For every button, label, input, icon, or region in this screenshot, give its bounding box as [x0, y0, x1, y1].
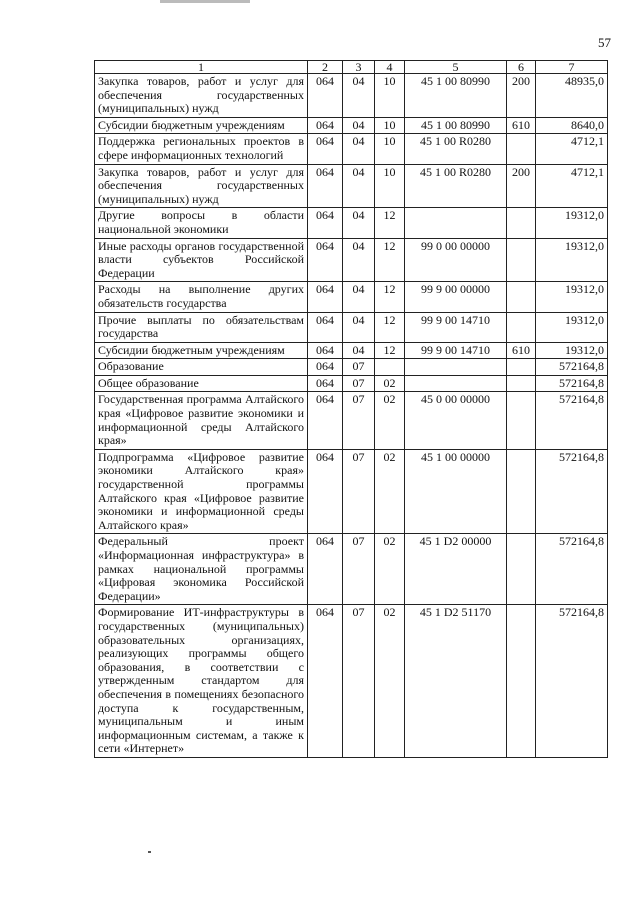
amount-cell: 572164,8: [536, 449, 608, 534]
subsection-code-cell: 02: [375, 392, 405, 449]
expense-type-cell: [507, 312, 536, 342]
ministry-code-cell: 064: [308, 74, 343, 118]
section-code-cell: 07: [343, 392, 375, 449]
header-row: [95, 61, 608, 74]
row-name-cell: Иные расходы органов государственной власти субъектов Российской Федерации: [95, 238, 308, 282]
expense-type-cell: [507, 208, 536, 238]
expense-type-cell: [507, 134, 536, 164]
row-name-cell: Образование: [95, 359, 308, 376]
section-code-cell: 04: [343, 134, 375, 164]
row-name-cell: Другие вопросы в области национальной экономики: [95, 208, 308, 238]
ministry-code-cell: 064: [308, 375, 343, 392]
target-item-cell: 45 1 00 80990: [405, 117, 507, 134]
expense-type-cell: [507, 605, 536, 758]
expense-type-cell: [507, 449, 536, 534]
amount-cell: 8640,0: [536, 117, 608, 134]
ministry-code-cell: 064: [308, 605, 343, 758]
amount-cell: 572164,8: [536, 605, 608, 758]
subsection-code-cell: 12: [375, 238, 405, 282]
row-name-cell: Закупка товаров, работ и услуг для обеспечения государственных (муниципальных) нужд: [95, 164, 308, 208]
row-name-cell: Поддержка региональных проектов в сфере информационных технологий: [95, 134, 308, 164]
table-row: [95, 605, 608, 758]
table-row: [95, 238, 608, 282]
section-code-cell: 07: [343, 534, 375, 605]
expense-type-cell: [507, 534, 536, 605]
amount-cell: 48935,0: [536, 74, 608, 118]
table-row: [95, 359, 608, 376]
subsection-code-cell: 12: [375, 282, 405, 312]
table-row: [95, 134, 608, 164]
table-row: [95, 312, 608, 342]
row-name-cell: Субсидии бюджетным учреждениям: [95, 342, 308, 359]
section-code-cell: 07: [343, 375, 375, 392]
ministry-code-cell: 064: [308, 449, 343, 534]
scan-speck: [148, 851, 151, 853]
ministry-code-cell: 064: [308, 359, 343, 376]
subsection-code-cell: 02: [375, 375, 405, 392]
amount-cell: 19312,0: [536, 312, 608, 342]
subsection-code-cell: [375, 359, 405, 376]
table-row: [95, 208, 608, 238]
amount-cell: 19312,0: [536, 342, 608, 359]
expense-type-cell: [507, 359, 536, 376]
ministry-code-cell: 064: [308, 282, 343, 312]
expense-type-cell: [507, 375, 536, 392]
table-row: [95, 74, 608, 118]
row-name-cell: Расходы на выполнение других обязательств государства: [95, 282, 308, 312]
amount-cell: 572164,8: [536, 375, 608, 392]
subsection-code-cell: 12: [375, 208, 405, 238]
section-code-cell: 04: [343, 117, 375, 134]
table-row: [95, 117, 608, 134]
expense-type-cell: 610: [507, 342, 536, 359]
expense-type-cell: [507, 392, 536, 449]
column-header: 5: [405, 61, 507, 74]
table-row: [95, 164, 608, 208]
table-row: [95, 449, 608, 534]
section-code-cell: 04: [343, 342, 375, 359]
table-row: [95, 534, 608, 605]
amount-cell: 572164,8: [536, 392, 608, 449]
ministry-code-cell: 064: [308, 164, 343, 208]
amount-cell: 4712,1: [536, 134, 608, 164]
row-name-cell: Субсидии бюджетным учреждениям: [95, 117, 308, 134]
ministry-code-cell: 064: [308, 312, 343, 342]
subsection-code-cell: 02: [375, 605, 405, 758]
section-code-cell: 04: [343, 282, 375, 312]
row-name-cell: Федеральный проект «Информационная инфраструктура» в рамках национальной программы «Цифровая экономика Российской Федерации»: [95, 534, 308, 605]
row-name-cell: Формирование ИТ-инфраструктуры в государственных (муниципальных) образовательных организациях, реализующих программы общего образования, в соответствии с утвержденным стандартом для обеспечения в помещениях безопасного доступа к государственным, муниципальным и иным информационным системам, а также к сети «Интернет»: [95, 605, 308, 758]
ministry-code-cell: 064: [308, 238, 343, 282]
table-row: [95, 342, 608, 359]
target-item-cell: 45 1 00 R0280: [405, 134, 507, 164]
amount-cell: 19312,0: [536, 282, 608, 312]
row-name-cell: Прочие выплаты по обязательствам государства: [95, 312, 308, 342]
target-item-cell: 45 1 00 00000: [405, 449, 507, 534]
amount-cell: 572164,8: [536, 534, 608, 605]
target-item-cell: 45 0 00 00000: [405, 392, 507, 449]
ministry-code-cell: 064: [308, 342, 343, 359]
column-header: 2: [308, 61, 343, 74]
page-number: 57: [598, 35, 611, 50]
expense-type-cell: 610: [507, 117, 536, 134]
subsection-code-cell: 02: [375, 449, 405, 534]
amount-cell: 19312,0: [536, 238, 608, 282]
ministry-code-cell: 064: [308, 534, 343, 605]
scan-artifact: [160, 0, 250, 3]
target-item-cell: 99 0 00 00000: [405, 238, 507, 282]
column-header: 6: [507, 61, 536, 74]
subsection-code-cell: 02: [375, 534, 405, 605]
ministry-code-cell: 064: [308, 134, 343, 164]
row-name-cell: Закупка товаров, работ и услуг для обеспечения государственных (муниципальных) нужд: [95, 74, 308, 118]
column-header: 1: [95, 61, 308, 74]
column-header: 3: [343, 61, 375, 74]
column-header: 7: [536, 61, 608, 74]
ministry-code-cell: 064: [308, 208, 343, 238]
section-code-cell: 04: [343, 164, 375, 208]
expense-type-cell: [507, 238, 536, 282]
ministry-code-cell: 064: [308, 392, 343, 449]
ministry-code-cell: 064: [308, 117, 343, 134]
amount-cell: 4712,1: [536, 164, 608, 208]
target-item-cell: [405, 375, 507, 392]
subsection-code-cell: 10: [375, 134, 405, 164]
target-item-cell: 45 1 00 R0280: [405, 164, 507, 208]
subsection-code-cell: 10: [375, 74, 405, 118]
expense-type-cell: 200: [507, 164, 536, 208]
target-item-cell: 45 1 D2 51170: [405, 605, 507, 758]
subsection-code-cell: 12: [375, 342, 405, 359]
section-code-cell: 04: [343, 208, 375, 238]
target-item-cell: 45 1 D2 00000: [405, 534, 507, 605]
target-item-cell: 99 9 00 14710: [405, 342, 507, 359]
table-row: [95, 375, 608, 392]
subsection-code-cell: 12: [375, 312, 405, 342]
table-row: [95, 282, 608, 312]
row-name-cell: Общее образование: [95, 375, 308, 392]
section-code-cell: 04: [343, 238, 375, 282]
budget-table: [94, 60, 608, 758]
section-code-cell: 07: [343, 359, 375, 376]
subsection-code-cell: 10: [375, 164, 405, 208]
row-name-cell: Подпрограмма «Цифровое развитие экономики Алтайского края» государственной программы Алтайского края «Цифровое развитие экономики и информационной среды Алтайского края»: [95, 449, 308, 534]
target-item-cell: [405, 208, 507, 238]
target-item-cell: 45 1 00 80990: [405, 74, 507, 118]
amount-cell: 19312,0: [536, 208, 608, 238]
section-code-cell: 04: [343, 312, 375, 342]
expense-type-cell: 200: [507, 74, 536, 118]
table-row: [95, 392, 608, 449]
subsection-code-cell: 10: [375, 117, 405, 134]
section-code-cell: 07: [343, 605, 375, 758]
column-header: 4: [375, 61, 405, 74]
section-code-cell: 04: [343, 74, 375, 118]
row-name-cell: Государственная программа Алтайского края «Цифровое развитие экономики и информационной среды Алтайского края»: [95, 392, 308, 449]
section-code-cell: 07: [343, 449, 375, 534]
expense-type-cell: [507, 282, 536, 312]
amount-cell: 572164,8: [536, 359, 608, 376]
target-item-cell: 99 9 00 00000: [405, 282, 507, 312]
target-item-cell: [405, 359, 507, 376]
target-item-cell: 99 9 00 14710: [405, 312, 507, 342]
